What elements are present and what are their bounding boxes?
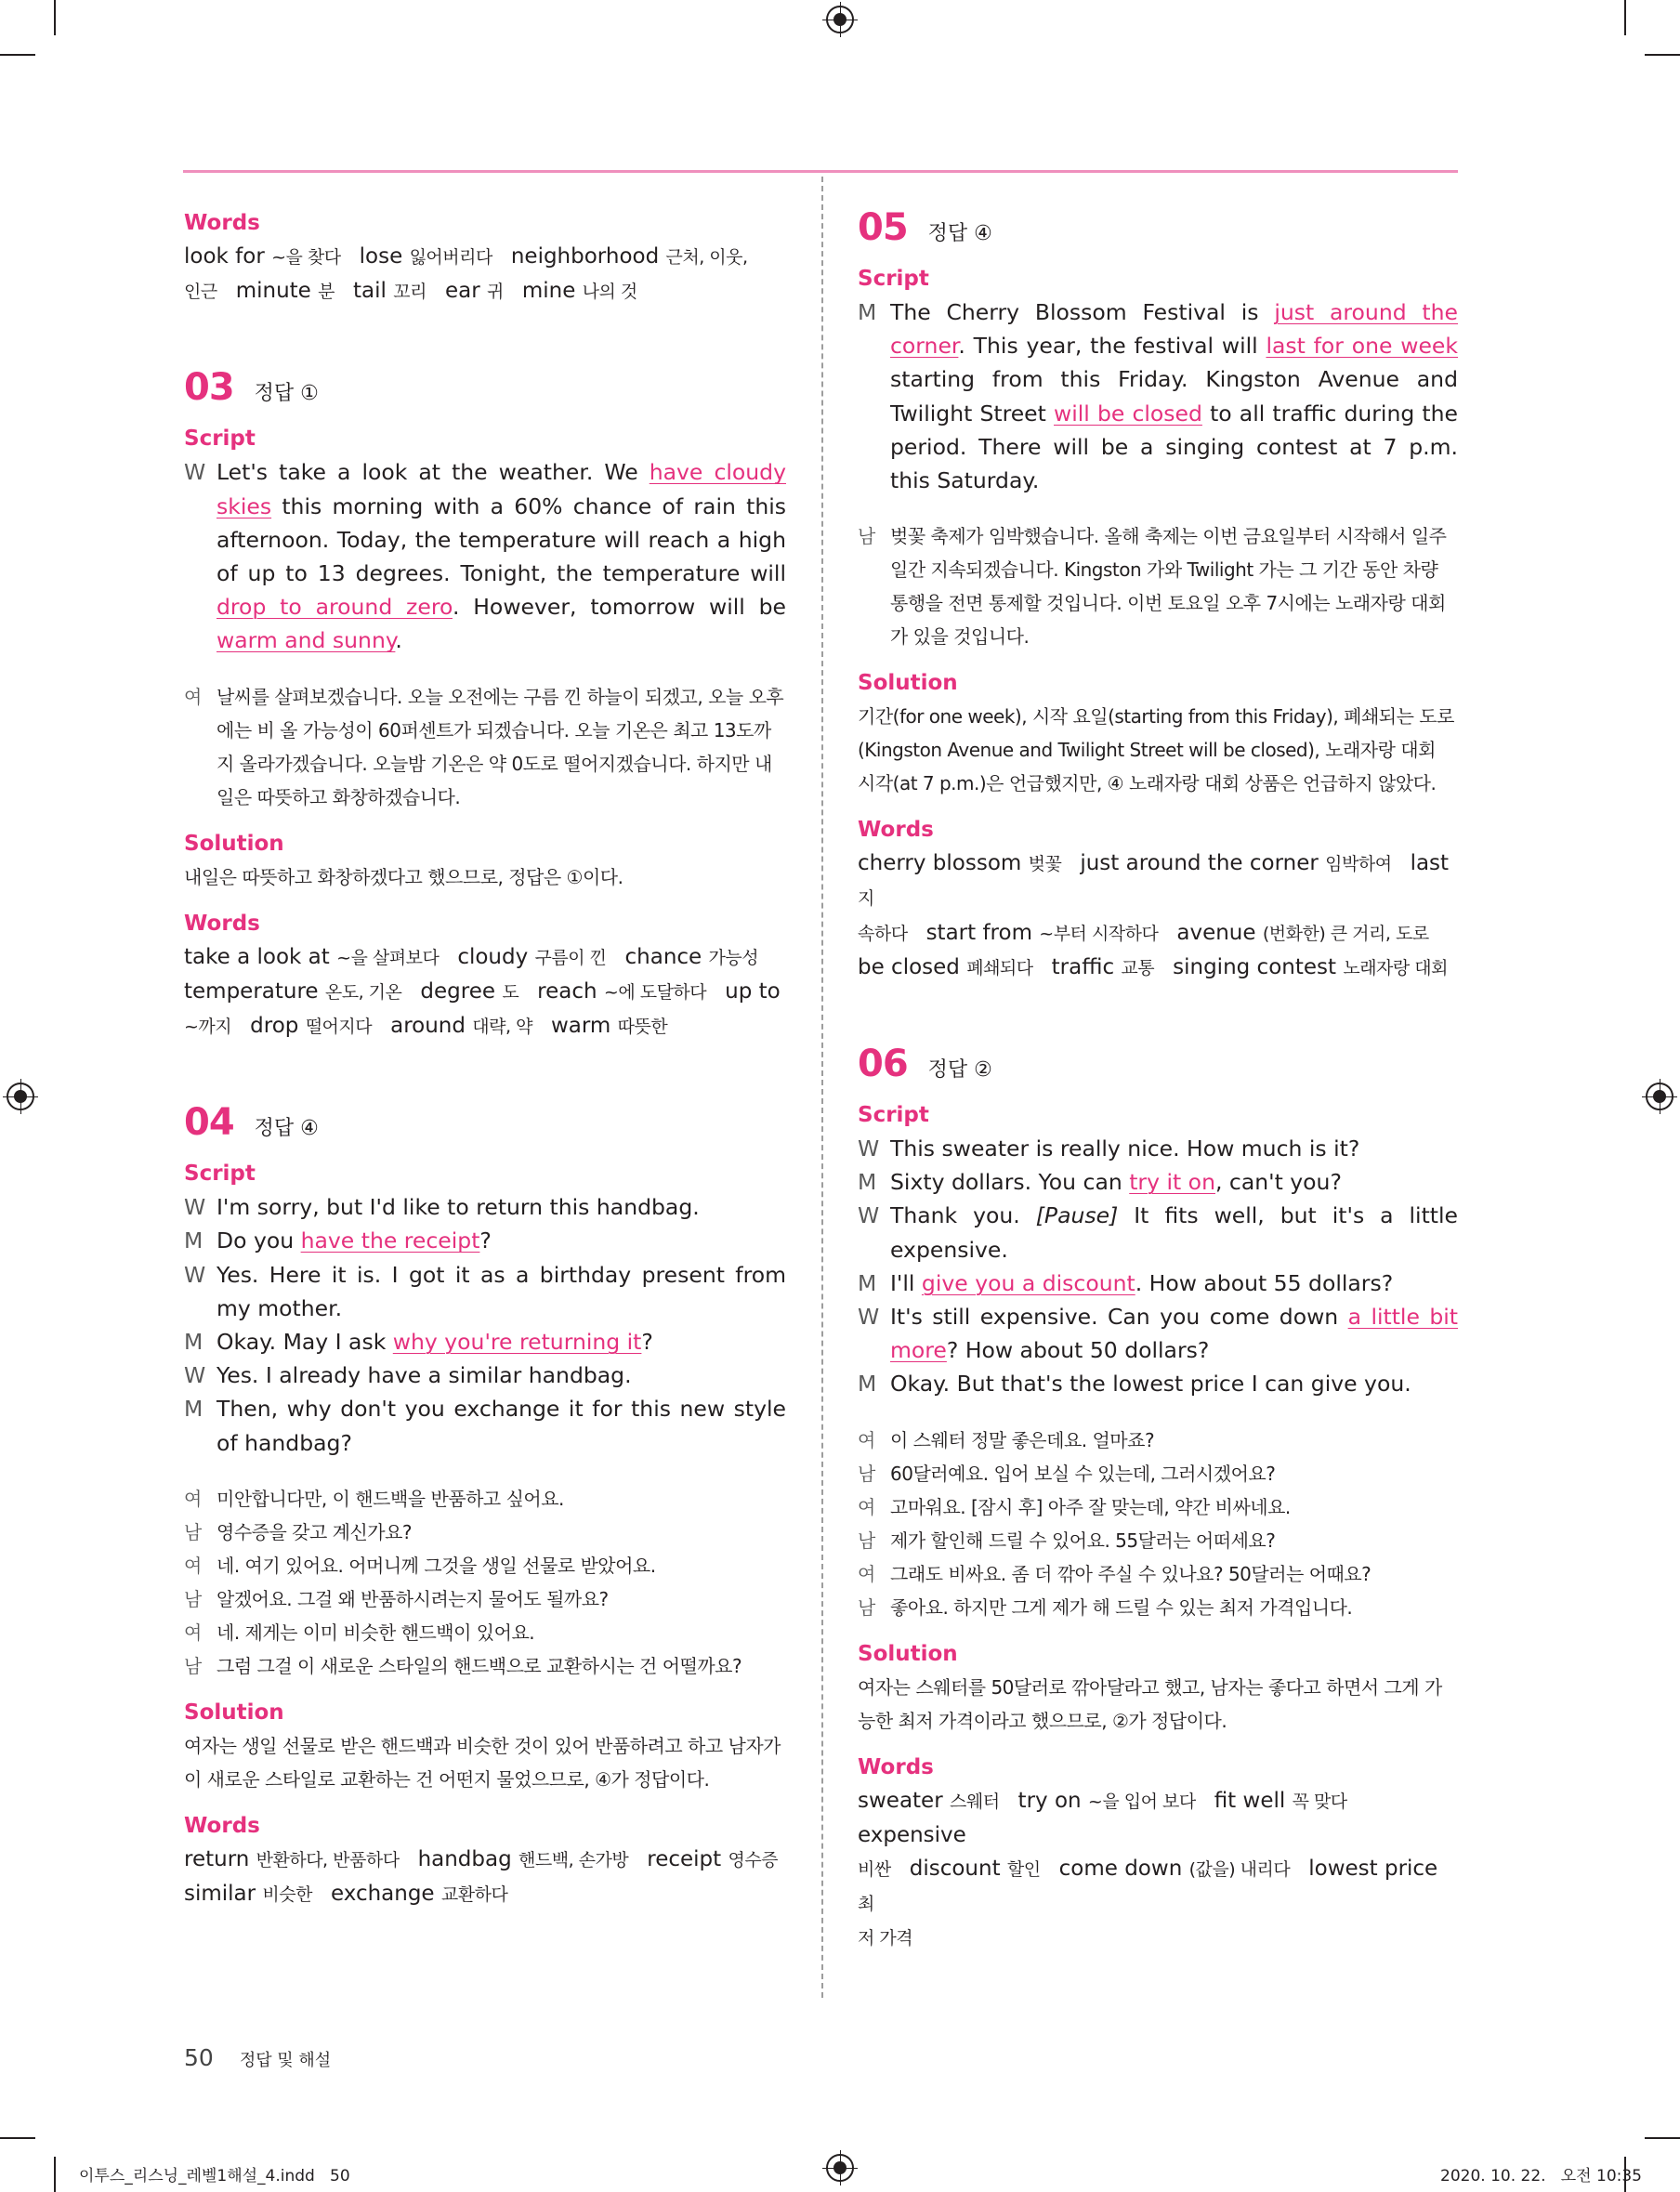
- dialogue-text: [890, 1300, 1458, 1367]
- vocab-meaning: 대략, 약: [472, 1017, 532, 1038]
- speaker-label: 남: [858, 1595, 875, 1619]
- words-list: [184, 940, 786, 1044]
- speaker-label: 여: [184, 1621, 202, 1644]
- solution-text: 기간(for one week), 시작 요일(starting from this Friday), 폐쇄되는 도로(Kingston Avenue and Twilight Street will be closed), 노래자랑 대회 시각(at 7 p.m.)은 언급했지만, ④ 노래자랑 대회 상품은 언급하지 않았다.: [858, 705, 1454, 795]
- vocab-line: [858, 916, 1458, 951]
- vocab-term: around: [390, 1014, 466, 1039]
- dialogue-line: [184, 1190, 786, 1224]
- dialogue-text: [217, 1258, 786, 1325]
- answer-label: 정답 ①: [254, 382, 319, 406]
- vocab-line: [858, 1852, 1458, 1921]
- text-run: to all traffic during the period. There will be a singing contest at 7 p.m. this Saturday.: [890, 400, 1458, 494]
- dialogue-line: [858, 1132, 1458, 1165]
- translation-text: 60달러예요. 입어 보실 수 있는데, 그러시겠어요?: [890, 1462, 1276, 1485]
- vocab-term: minute: [235, 279, 311, 304]
- translation-text: 고마워요. [잠시 후] 아주 잘 맞는데, 약간 비싸네요.: [890, 1495, 1291, 1518]
- vocab-term: neighborhood: [510, 244, 660, 269]
- highlighted-phrase: have cloudy skies: [217, 459, 786, 519]
- vocab-term: receipt: [647, 1846, 722, 1871]
- text-run: Let's take a look at the weather. We: [217, 459, 650, 486]
- vocab-meaning: ~을 찾다: [271, 247, 341, 268]
- crop-mark: [1645, 2137, 1680, 2139]
- question-number: 04: [184, 1101, 234, 1145]
- translation-line: [858, 519, 1458, 653]
- dialogue-line: [858, 1267, 1458, 1300]
- words-list: [184, 1843, 786, 1911]
- vocab-term: reach: [537, 978, 597, 1004]
- text-run: The Cherry Blossom Festival is: [890, 299, 1275, 325]
- text-run: . However, tomorrow will be: [452, 594, 787, 621]
- vocab-line: [858, 847, 1458, 915]
- vocab-term: temperature: [184, 978, 319, 1004]
- crop-mark: [0, 54, 35, 56]
- script-dialogue: [858, 295, 1458, 497]
- vocab-meaning: 나의 것: [582, 282, 637, 303]
- print-file-name: 이투스_리스닝_레벨1해설_4.indd 50: [79, 2167, 350, 2185]
- vocab-meaning: 반환하다, 반품하다: [256, 1849, 400, 1870]
- vocab-line: [184, 274, 786, 308]
- speaker-label: M: [858, 299, 877, 325]
- translation-line: [858, 1591, 1458, 1624]
- translation-text: 네. 제게는 이미 비슷한 핸드백이 있어요.: [217, 1621, 535, 1644]
- vocab-meaning: 임박하여: [1325, 854, 1392, 875]
- vocab-meaning: 따뜻한: [617, 1017, 668, 1038]
- translation-line: [184, 680, 786, 814]
- solution-text: 여자는 생일 선물로 받은 핸드백과 비슷한 것이 있어 반품하려고 하고 남자가 이 새로운 스타일로 교환하는 건 어떤지 물었으므로, ④가 정답이다.: [184, 1734, 781, 1791]
- vocab-meaning: 꼬리: [393, 282, 427, 303]
- dialogue-line: [184, 1359, 786, 1392]
- header-rule: [183, 170, 1458, 173]
- dialogue-text: [217, 1392, 786, 1459]
- dialogue-text: [890, 1132, 1458, 1165]
- vocab-line: [858, 951, 1458, 985]
- dialogue-line: [858, 1165, 1458, 1199]
- translation-line: [858, 1524, 1458, 1557]
- words-label: Words: [184, 911, 260, 936]
- speaker-label: W: [858, 1202, 880, 1229]
- vocab-meaning: 꼭 맞다: [1292, 1791, 1347, 1812]
- speaker-label: 남: [858, 1529, 875, 1552]
- vocab-meaning: 구름이 낀: [534, 947, 607, 968]
- text-run: ?: [641, 1329, 653, 1356]
- translation-text: 알겠어요. 그걸 왜 반품하시려는지 물어도 될까요?: [217, 1587, 609, 1610]
- words-label: Words: [184, 211, 260, 235]
- dialogue-text: [890, 1367, 1458, 1400]
- vocab-term: drop: [250, 1014, 299, 1039]
- vocab-meaning: 영수증: [728, 1849, 779, 1870]
- text-run: Okay. But that's the lowest price I can give you.: [890, 1371, 1411, 1398]
- dialogue-line: [858, 1199, 1458, 1266]
- vocab-term: start from: [925, 920, 1032, 945]
- dialogue-text: [890, 295, 1458, 497]
- translation-line: [184, 1482, 786, 1516]
- script-dialogue: [184, 1190, 786, 1460]
- registration-mark-icon: [826, 2154, 854, 2182]
- translation-text: 날씨를 살펴보겠습니다. 오늘 오전에는 구름 낀 하늘이 되겠고, 오늘 오후에는 비 올 가능성이 60퍼센트가 되겠습니다. 오늘 기온은 최고 13도까지 올라가겠습니다. 오늘밤 기온은 약 0도로 떨어지겠습니다. 하지만 내일은 따뜻하고 화창하겠습니다.: [217, 685, 784, 808]
- vocab-line: [184, 240, 786, 274]
- speaker-label: 남: [858, 525, 875, 548]
- text-run: It fits well, but it's a little expensive.: [890, 1202, 1458, 1263]
- dialogue-line: [858, 295, 1458, 497]
- dialogue-text: [217, 455, 786, 657]
- vocab-meaning: 최: [858, 1894, 874, 1915]
- highlighted-phrase: warm and sunny: [217, 627, 396, 654]
- dialogue-text: [217, 1359, 786, 1392]
- question-heading: [184, 1101, 786, 1157]
- vocab-meaning: 교통: [1121, 957, 1155, 978]
- translation-text: 그럼 그걸 이 새로운 스타일의 핸드백으로 교환하시는 건 어떨까요?: [217, 1654, 742, 1677]
- speaker-label: 남: [184, 1587, 202, 1610]
- question-heading: [858, 206, 1458, 262]
- script-label: Script: [858, 267, 929, 291]
- translation-line: [858, 1490, 1458, 1524]
- solution-label: Solution: [184, 1700, 284, 1725]
- translation-line: [858, 1424, 1458, 1457]
- crop-mark: [1624, 0, 1626, 35]
- vocab-term: last: [1410, 851, 1450, 876]
- words-list: [858, 847, 1458, 985]
- script-label: Script: [184, 427, 256, 452]
- speaker-label: 남: [858, 1462, 875, 1485]
- text-run: It's still expensive. Can you come down: [890, 1304, 1348, 1331]
- vocab-meaning: ~을 입어 보다: [1087, 1791, 1196, 1812]
- highlighted-phrase: just around the corner: [890, 299, 1458, 360]
- words-list: [184, 240, 786, 308]
- vocab-meaning: 할인: [1006, 1859, 1041, 1881]
- text-run: Then, why don't you exchange it for this new style of handbag?: [217, 1396, 786, 1456]
- speaker-label: 남: [184, 1520, 202, 1543]
- vocab-term: cherry blossom: [858, 851, 1022, 876]
- answer-label: 정답 ④: [254, 1117, 319, 1141]
- vocab-term: come down: [1058, 1857, 1183, 1882]
- vocab-term: try on: [1017, 1788, 1082, 1813]
- translation-line: [858, 1557, 1458, 1591]
- vocab-meaning: ~에 도달하다: [603, 981, 707, 1003]
- words-label: Words: [184, 1813, 260, 1838]
- vocab-term: discount: [909, 1857, 1001, 1882]
- script-dialogue: [858, 1132, 1458, 1401]
- crop-mark: [1645, 54, 1680, 56]
- dialogue-text: [217, 1190, 786, 1224]
- vocab-term: ear: [444, 279, 480, 304]
- speaker-label: W: [858, 1135, 880, 1162]
- dialogue-line: [184, 1325, 786, 1359]
- right-column: [858, 206, 1458, 1956]
- translation-text: 그래도 비싸요. 좀 더 깎아 주실 수 있나요? 50달러는 어때요?: [890, 1562, 1372, 1585]
- left-column: [184, 206, 786, 1911]
- vocab-line: [858, 1784, 1458, 1852]
- words-label: Words: [858, 818, 934, 843]
- column-divider: [821, 177, 823, 1998]
- registration-mark-icon: [7, 1083, 34, 1110]
- vocab-term: degree: [420, 978, 495, 1004]
- speaker-label: 여: [858, 1495, 875, 1518]
- text-run: Okay. May I ask: [217, 1329, 393, 1356]
- vocab-meaning: 온도, 기온: [324, 981, 402, 1003]
- vocab-meaning: 저 가격: [858, 1928, 913, 1949]
- crop-mark: [0, 2137, 35, 2139]
- vocab-meaning: 잃어버리다: [409, 247, 492, 268]
- text-run: Thank you.: [890, 1202, 1036, 1229]
- vocab-meaning: 분: [318, 282, 335, 303]
- vocab-meaning: (값을) 내리다: [1188, 1859, 1291, 1881]
- page-number: 50: [184, 2044, 214, 2071]
- solution-label: Solution: [858, 671, 958, 696]
- speaker-label: W: [184, 1362, 206, 1389]
- speaker-label: M: [184, 1329, 203, 1356]
- speaker-label: 여: [184, 1487, 202, 1510]
- text-run: Yes. I already have a similar handbag.: [217, 1362, 632, 1389]
- dialogue-line: [184, 1258, 786, 1325]
- highlighted-phrase: try it on: [1129, 1169, 1215, 1196]
- translation: [858, 1424, 1458, 1624]
- vocab-meaning: ~부터 시작하다: [1039, 923, 1159, 944]
- vocab-meaning: 비싼: [858, 1859, 891, 1881]
- question-number: 05: [858, 206, 908, 249]
- vocab-line: [858, 1921, 1458, 1955]
- registration-mark-icon: [1646, 1083, 1673, 1110]
- speaker-label: M: [858, 1371, 877, 1398]
- vocab-term: expensive: [858, 1822, 966, 1847]
- text-run: Sixty dollars. You can: [890, 1169, 1130, 1196]
- speaker-label: M: [858, 1269, 877, 1296]
- highlighted-phrase: give you a discount: [921, 1269, 1135, 1296]
- vocab-meaning: 비슷한: [262, 1884, 312, 1906]
- vocab-term: cloudy: [457, 944, 529, 969]
- text-run: This sweater is really nice. How much is it?: [890, 1135, 1360, 1162]
- text-run: Yes. Here it is. I got it as a birthday present from my mother.: [217, 1261, 786, 1321]
- dialogue-text: [890, 1165, 1458, 1199]
- translation-text: 영수증을 갖고 계신가요?: [217, 1520, 413, 1543]
- text-run: starting from this Friday. Kingston Avenue and Twilight Street: [890, 366, 1458, 427]
- vocab-term: traffic: [1051, 954, 1115, 979]
- dialogue-line: [184, 1392, 786, 1459]
- translation-text: 벚꽃 축제가 임박했습니다. 올해 축제는 이번 금요일부터 시작해서 일주일간 지속되겠습니다. Kingston 가와 Twilight 가는 그 기간 동안 차량 통행을 전면 통제할 것입니다. 이번 토요일 오후 7시에는 노래자랑 대회가 있을 것입니다.: [890, 525, 1447, 649]
- vocab-line: [184, 1009, 786, 1043]
- text-run: , can't you?: [1214, 1169, 1342, 1196]
- speaker-label: 여: [184, 685, 202, 708]
- text-run: . How about 55 dollars?: [1135, 1269, 1394, 1296]
- highlighted-phrase: drop to around zero: [217, 594, 453, 621]
- dialogue-text: [217, 1224, 786, 1257]
- vocab-term: lose: [359, 244, 403, 269]
- dialogue-line: [184, 1224, 786, 1257]
- text-run: this morning with a 60% chance of rain this afternoon. Today, the temperature will reach a high of up to 13 degrees. Tonight, the temperature will: [217, 492, 786, 587]
- words-list: [858, 1784, 1458, 1956]
- speaker-label: 여: [858, 1428, 875, 1451]
- registration-mark-icon: [826, 6, 854, 33]
- dialogue-line: [184, 455, 786, 657]
- vocab-meaning: 근처, 이웃,: [665, 247, 748, 268]
- translation-line: [184, 1549, 786, 1582]
- question-heading: [858, 1043, 1458, 1098]
- vocab-term: up to: [725, 978, 781, 1004]
- vocab-term: be closed: [858, 954, 960, 979]
- speaker-label: W: [184, 459, 206, 486]
- vocab-meaning: 가능성: [708, 947, 759, 968]
- dialogue-text: [217, 1325, 786, 1359]
- vocab-meaning: 귀: [486, 282, 504, 303]
- vocab-line: [184, 940, 786, 975]
- vocab-term: return: [184, 1846, 250, 1871]
- translation-text: 미안합니다만, 이 핸드백을 반품하고 싶어요.: [217, 1487, 564, 1510]
- vocab-term: take a look at: [184, 944, 330, 969]
- vocab-term: lowest price: [1308, 1857, 1438, 1882]
- vocab-meaning: 인근: [184, 282, 217, 303]
- vocab-meaning: ~까지: [184, 1017, 232, 1038]
- dialogue-text: [890, 1267, 1458, 1300]
- vocab-meaning: 교환하다: [440, 1884, 508, 1906]
- speaker-label: W: [858, 1304, 880, 1331]
- solution-text: 내일은 따뜻하고 화창하겠다고 했으므로, 정답은 ①이다.: [184, 865, 623, 888]
- translation-text: 이 스웨터 정말 좋은데요. 얼마죠?: [890, 1428, 1155, 1451]
- solution-label: Solution: [858, 1641, 958, 1666]
- words-label: Words: [858, 1754, 934, 1779]
- highlighted-phrase: will be closed: [1054, 400, 1202, 427]
- text-run: I'm sorry, but I'd like to return this handbag.: [217, 1194, 700, 1221]
- speaker-label: W: [184, 1194, 206, 1221]
- vocab-meaning: 핸드백, 손가방: [518, 1849, 629, 1870]
- text-run: I'll: [890, 1269, 922, 1296]
- vocab-meaning: 속하다: [858, 923, 908, 944]
- vocab-meaning: 지: [858, 888, 874, 910]
- page-footer: [184, 2044, 331, 2071]
- translation-text: 좋아요. 하지만 그게 제가 해 드릴 수 있는 최저 가격입니다.: [890, 1595, 1353, 1619]
- vocab-term: look for: [184, 244, 265, 269]
- vocab-line: [184, 1877, 786, 1911]
- highlighted-phrase: why you're returning it: [392, 1329, 642, 1356]
- dialogue-text: [890, 1199, 1458, 1266]
- highlighted-phrase: a little bit more: [890, 1304, 1459, 1364]
- highlighted-phrase: last for one week: [1266, 333, 1458, 360]
- vocab-term: avenue: [1176, 920, 1256, 945]
- vocab-term: sweater: [858, 1788, 943, 1813]
- vocab-meaning: 도: [502, 981, 519, 1003]
- vocab-meaning: 스웨터: [949, 1791, 1000, 1812]
- text-run: .: [395, 627, 402, 654]
- text-run: ?: [479, 1227, 492, 1254]
- crop-mark: [54, 0, 56, 35]
- translation-text: 제가 할인해 드릴 수 있어요. 55달러는 어떠세요?: [890, 1529, 1276, 1552]
- vocab-meaning: 폐쇄되다: [966, 957, 1033, 978]
- dialogue-line: [858, 1367, 1458, 1400]
- translation-line: [858, 1457, 1458, 1490]
- crop-mark: [54, 2157, 56, 2192]
- vocab-meaning: 벚꽃: [1028, 854, 1062, 875]
- vocab-meaning: 노래자랑 대회: [1343, 957, 1449, 978]
- translation-line: [184, 1516, 786, 1549]
- speaker-label: M: [858, 1169, 877, 1196]
- solution-text: 여자는 스웨터를 50달러로 깎아달라고 했고, 남자는 좋다고 하면서 그게 가능한 최저 가격이라고 했으므로, ②가 정답이다.: [858, 1675, 1442, 1732]
- text-run: . This year, the festival will: [958, 333, 1267, 360]
- vocab-term: singing contest: [1173, 954, 1337, 979]
- vocab-term: tail: [353, 279, 387, 304]
- translation-text: 네. 여기 있어요. 어머니께 그것을 생일 선물로 받았어요.: [217, 1554, 656, 1577]
- question-heading: [184, 366, 786, 422]
- speaker-label: M: [184, 1396, 203, 1423]
- translation-line: [184, 1616, 786, 1649]
- vocab-term: handbag: [417, 1846, 512, 1871]
- speaker-label: 남: [184, 1654, 202, 1677]
- script-label: Script: [184, 1162, 256, 1187]
- question-number: 03: [184, 366, 234, 410]
- vocab-line: [184, 975, 786, 1009]
- text-run: ? How about 50 dollars?: [946, 1337, 1210, 1364]
- solution-label: Solution: [184, 831, 284, 856]
- translation-line: [184, 1582, 786, 1616]
- translation-line: [184, 1649, 786, 1683]
- translation: [184, 680, 786, 814]
- highlighted-phrase: have the receipt: [300, 1227, 480, 1254]
- script-dialogue: [184, 455, 786, 657]
- answer-label: 정답 ④: [927, 222, 992, 245]
- print-timestamp: 2020. 10. 22. 오전 10:35: [1440, 2167, 1642, 2185]
- speaker-label: 여: [184, 1554, 202, 1577]
- text-run: Do you: [217, 1227, 301, 1254]
- script-label: Script: [858, 1103, 929, 1128]
- vocab-line: [184, 1843, 786, 1877]
- section-title: 정답 및 해설: [239, 2051, 332, 2070]
- vocab-term: chance: [624, 944, 702, 969]
- vocab-meaning: (번화한) 큰 거리, 도로: [1262, 923, 1429, 944]
- vocab-term: similar: [184, 1882, 256, 1907]
- speaker-label: 여: [858, 1562, 875, 1585]
- vocab-meaning: ~을 살펴보다: [336, 947, 440, 968]
- answer-label: 정답 ②: [927, 1058, 992, 1083]
- speaker-label: M: [184, 1227, 203, 1254]
- vocab-meaning: 떨어지다: [305, 1017, 373, 1038]
- speaker-label: W: [184, 1261, 206, 1288]
- vocab-term: just around the corner: [1080, 851, 1319, 876]
- question-number: 06: [858, 1043, 908, 1086]
- translation: [858, 519, 1458, 653]
- translation: [184, 1482, 786, 1683]
- vocab-term: mine: [521, 279, 576, 304]
- dialogue-line: [858, 1300, 1458, 1367]
- vocab-term: warm: [550, 1014, 611, 1039]
- vocab-term: fit well: [1214, 1788, 1286, 1813]
- text-run: [Pause]: [1035, 1202, 1119, 1229]
- vocab-term: exchange: [330, 1882, 435, 1907]
